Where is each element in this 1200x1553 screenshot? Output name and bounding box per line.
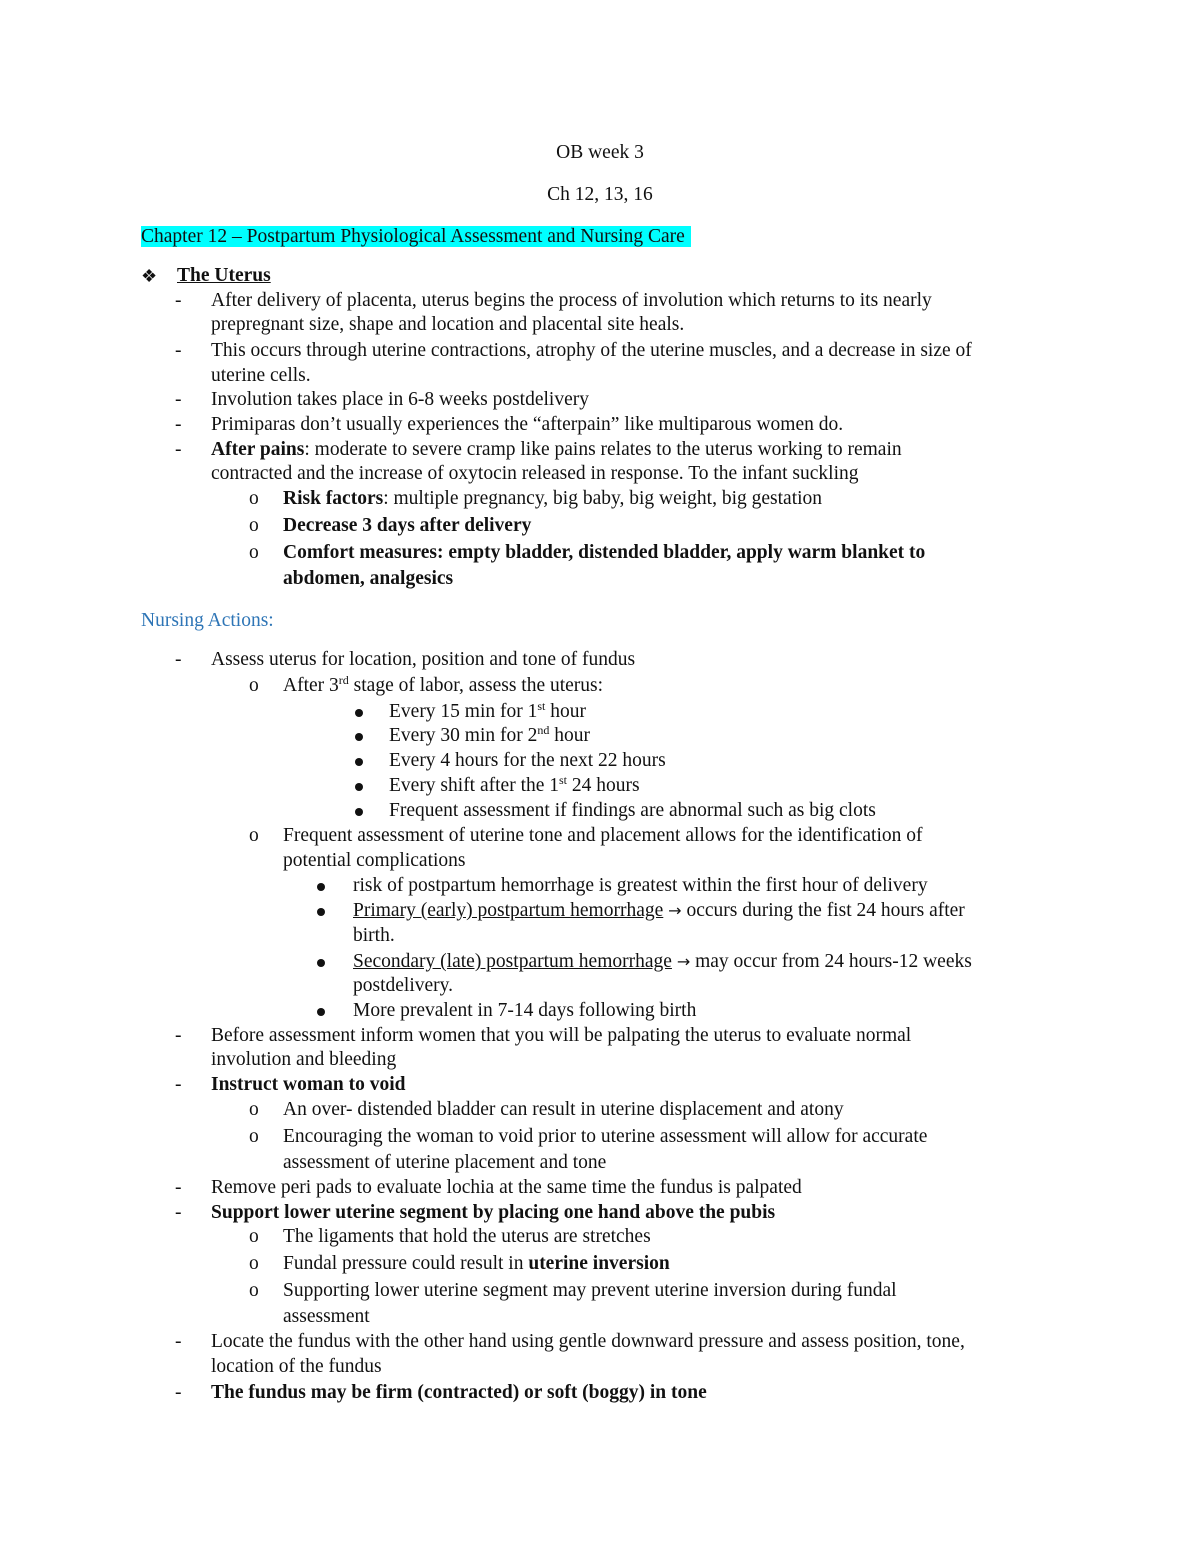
tertiary-list-item: risk of postpartum hemorrhage is greatest within the first hour of delivery bbox=[353, 875, 928, 896]
dash-bullet-icon: - bbox=[175, 389, 182, 410]
document-subtitle: Ch 12, 13, 16 bbox=[547, 184, 653, 205]
sub-list-item-continued: assessment bbox=[283, 1306, 370, 1327]
list-item: After pains: moderate to severe cramp like pains relates to the uterus working to remain bbox=[211, 439, 902, 460]
bullet-dot-icon bbox=[355, 700, 363, 724]
circle-bullet-icon: o bbox=[249, 488, 259, 509]
dash-bullet-icon: - bbox=[175, 649, 182, 670]
circle-bullet-icon: o bbox=[249, 1099, 259, 1120]
list-item-continued: contracted and the increase of oxytocin released in response. To the infant suckling bbox=[211, 463, 859, 484]
term-uterine-inversion: uterine inversion bbox=[528, 1253, 670, 1274]
sub-list-item-continued: abdomen, analgesics bbox=[283, 568, 454, 589]
list-item: Primiparas don’t usually experiences the “afterpain” like multiparous women do. bbox=[211, 414, 844, 435]
list-item: After delivery of placenta, uterus begins the process of involution which returns to its nearly bbox=[211, 290, 932, 311]
list-item: Involution takes place in 6-8 weeks postdelivery bbox=[211, 389, 589, 410]
sub-list-item: Encouraging the woman to void prior to uterine assessment will allow for accurate bbox=[283, 1126, 928, 1147]
dash-bullet-icon: - bbox=[175, 1074, 182, 1095]
section-heading-uterus: The Uterus bbox=[177, 265, 271, 286]
list-item: This occurs through uterine contractions, atrophy of the uterine muscles, and a decrease in size of bbox=[211, 340, 972, 361]
tertiary-list-item-continued: birth. bbox=[353, 925, 395, 946]
list-item: Before assessment inform women that you will be palpating the uterus to evaluate normal bbox=[211, 1025, 912, 1046]
list-item-continued: uterine cells. bbox=[211, 365, 311, 386]
sub-list-item: Decrease 3 days after delivery bbox=[283, 515, 532, 536]
bullet-dot-icon bbox=[317, 950, 325, 974]
document-title: OB week 3 bbox=[556, 142, 644, 163]
tertiary-list-item: Every shift after the 1st 24 hours bbox=[389, 773, 640, 796]
tertiary-list-item: Secondary (late) postpartum hemorrhage → may occur from 24 hours-12 weeks bbox=[353, 951, 972, 972]
tertiary-list-item: Every 4 hours for the next 22 hours bbox=[389, 750, 666, 771]
list-item-continued: involution and bleeding bbox=[211, 1049, 397, 1070]
list-item-continued: location of the fundus bbox=[211, 1356, 382, 1377]
dash-bullet-icon: - bbox=[175, 1025, 182, 1046]
list-item: Instruct woman to void bbox=[211, 1074, 406, 1095]
list-item-continued: prepregnant size, shape and location and placental site heals. bbox=[211, 314, 685, 335]
term-risk-factors: Risk factors bbox=[283, 488, 384, 509]
list-item: The fundus may be firm (contracted) or soft (boggy) in tone bbox=[211, 1382, 707, 1403]
dash-bullet-icon: - bbox=[175, 1177, 182, 1198]
term-after-pains: After pains bbox=[211, 439, 305, 460]
sub-list-item: Fundal pressure could result in uterine inversion bbox=[283, 1253, 670, 1274]
chapter-heading: Chapter 12 – Postpartum Physiological Assessment and Nursing Care bbox=[141, 225, 691, 249]
list-item: Locate the fundus with the other hand using gentle downward pressure and assess position, tone, bbox=[211, 1331, 965, 1352]
circle-bullet-icon: o bbox=[249, 1126, 259, 1147]
arrow-right-icon: → bbox=[676, 952, 691, 971]
dash-bullet-icon: - bbox=[175, 340, 182, 361]
section-heading-nursing-actions: Nursing Actions: bbox=[141, 610, 274, 631]
circle-bullet-icon: o bbox=[249, 1280, 259, 1301]
sub-list-item: The ligaments that hold the uterus are stretches bbox=[283, 1226, 651, 1247]
dash-bullet-icon: - bbox=[175, 290, 182, 311]
tertiary-list-item: More prevalent in 7-14 days following birth bbox=[353, 1000, 697, 1021]
tertiary-list-item: Every 15 min for 1st hour bbox=[389, 699, 587, 722]
bullet-dot-icon bbox=[317, 999, 325, 1023]
sub-list-item-continued: assessment of uterine placement and tone bbox=[283, 1152, 607, 1173]
bullet-dot-icon bbox=[355, 799, 363, 823]
sub-list-item: Frequent assessment of uterine tone and placement allows for the identification of bbox=[283, 825, 923, 846]
bullet-dot-icon bbox=[355, 724, 363, 748]
diamond-bullet-icon: ❖ bbox=[141, 266, 158, 286]
bullet-dot-icon bbox=[317, 899, 325, 923]
circle-bullet-icon: o bbox=[249, 1226, 259, 1247]
list-item: Assess uterus for location, position and tone of fundus bbox=[211, 649, 636, 670]
tertiary-list-item: Every 30 min for 2nd hour bbox=[389, 723, 591, 746]
circle-bullet-icon: o bbox=[249, 825, 259, 846]
circle-bullet-icon: o bbox=[249, 515, 259, 536]
dash-bullet-icon: - bbox=[175, 1382, 182, 1403]
tertiary-list-item-continued: postdelivery. bbox=[353, 975, 454, 996]
arrow-right-icon: → bbox=[668, 901, 682, 920]
sub-list-item-continued: potential complications bbox=[283, 850, 466, 871]
sub-list-item: After 3rd stage of labor, assess the uterus: bbox=[283, 673, 604, 696]
bullet-dot-icon bbox=[317, 874, 325, 898]
circle-bullet-icon: o bbox=[249, 675, 259, 696]
circle-bullet-icon: o bbox=[249, 1253, 259, 1274]
dash-bullet-icon: - bbox=[175, 1202, 182, 1223]
sub-list-item: Risk factors: multiple pregnancy, big baby, big weight, big gestation bbox=[283, 488, 823, 509]
sub-list-item: Comfort measures: empty bladder, distended bladder, apply warm blanket to bbox=[283, 542, 926, 563]
dash-bullet-icon: - bbox=[175, 439, 182, 460]
sub-list-item: Supporting lower uterine segment may prevent uterine inversion during fundal bbox=[283, 1280, 897, 1301]
list-item: Support lower uterine segment by placing one hand above the pubis bbox=[211, 1202, 776, 1223]
dash-bullet-icon: - bbox=[175, 1331, 182, 1352]
tertiary-list-item: Frequent assessment if findings are abnormal such as big clots bbox=[389, 800, 876, 821]
list-item: Remove peri pads to evaluate lochia at the same time the fundus is palpated bbox=[211, 1177, 802, 1198]
dash-bullet-icon: - bbox=[175, 414, 182, 435]
bullet-dot-icon bbox=[355, 774, 363, 798]
circle-bullet-icon: o bbox=[249, 542, 259, 563]
bullet-dot-icon bbox=[355, 749, 363, 773]
tertiary-list-item: Primary (early) postpartum hemorrhage → occurs during the fist 24 hours after bbox=[353, 900, 965, 921]
sub-list-item: An over- distended bladder can result in uterine displacement and atony bbox=[283, 1099, 844, 1120]
